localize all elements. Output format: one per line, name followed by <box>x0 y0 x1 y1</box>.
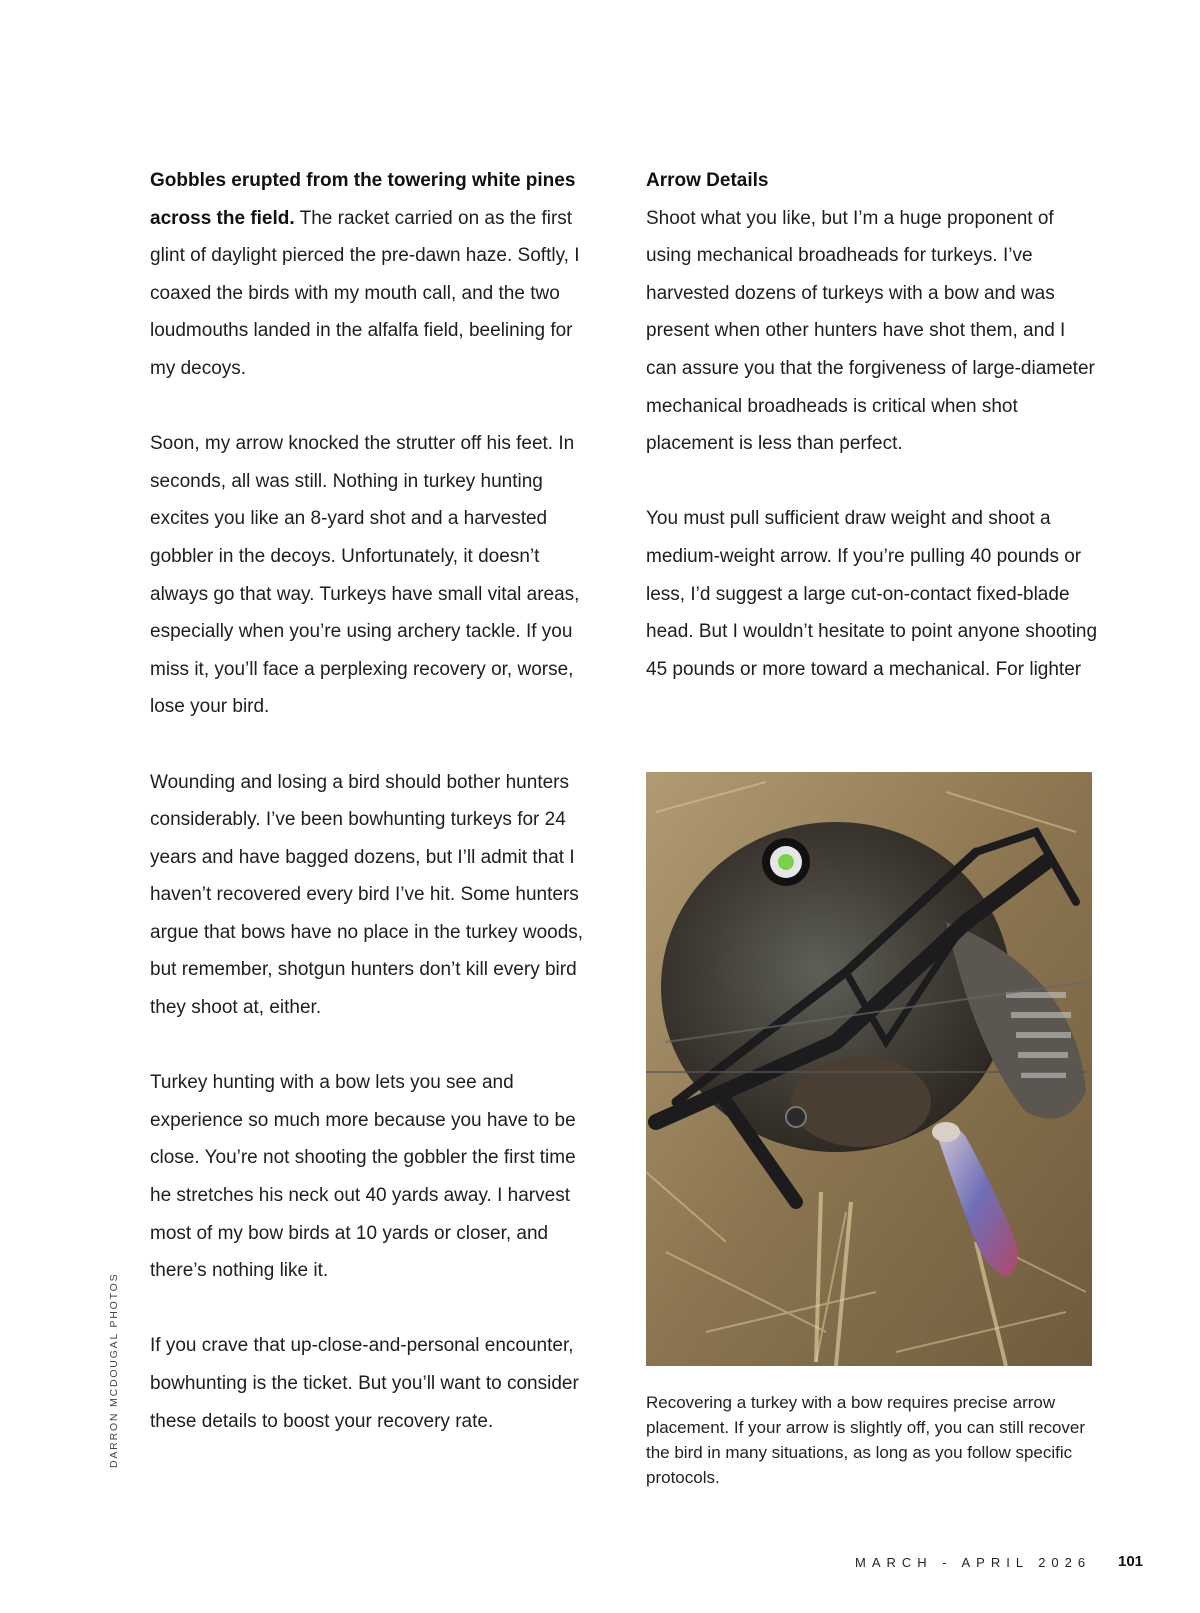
lede-text: Gobbles erupted from the towering white pines across the field. <box>150 170 576 229</box>
photo-credit: DARRON MCDOUGAL PHOTOS <box>108 1272 120 1468</box>
right-column <box>646 162 1098 688</box>
turkey-and-bow-photo <box>646 772 1092 1366</box>
body-paragraph-5: If you crave that up-close-and-personal encounter, bowhunting is the ticket. But you’ll want to consider these details to boost your recovery rate. <box>150 1335 579 1432</box>
photo-caption: Recovering a turkey with a bow requires precise arrow placement. If your arrow is slightly off, you can still recover the bird in many situations, as long as you follow specific protocols. <box>646 1393 1086 1487</box>
body-paragraph-6: Shoot what you like, but I’m a huge proponent of using mechanical broadheads for turkeys. I’ve harvested dozens of turkeys with a bow and was present when other hunters have shot them, and I can assure you that the forgiveness of large-diameter mechanical broadheads is critical when shot placement is less than perfect. <box>646 207 1095 455</box>
body-paragraph-1 <box>150 162 602 388</box>
body-paragraph-3: Wounding and losing a bird should bother hunters considerably. I’ve been bowhunting turkeys for 24 years and have bagged dozens, but I’ll admit that I haven’t recovered every bird I’ve hit. Some hunters argue that bows have no place in the turkey woods, but remember, shotgun hunters don’t kill every bird they shoot at, either. <box>150 771 584 1019</box>
photo-illustration <box>646 772 1092 1366</box>
paragraph-1-text: The racket carried on as the first glint of daylight pierced the pre-dawn haze. Softly, I coaxed the birds with my mouth call, and the two loudmouths landed in the alfalfa field, beelining for my decoys. <box>150 207 580 379</box>
issue-date: MARCH - APRIL 2026 <box>855 1555 1092 1570</box>
body-paragraph-7: You must pull sufficient draw weight and shoot a medium-weight arrow. If you’re pulling 40 pounds or less, I’d suggest a large cut-on-contact fixed-blade head. But I wouldn’t hesitate to point anyone shooting 45 pounds or more toward a mechanical. For lighter <box>646 508 1098 680</box>
body-paragraph-4: Turkey hunting with a bow lets you see and experience so much more because you have to be close. You’re not shooting the gobbler the first time he stretches his neck out 40 yards away. I harvest most of my bow birds at 10 yards or closer, and there’s nothing like it. <box>150 1072 576 1282</box>
page-number: 101 <box>1118 1553 1144 1570</box>
left-column <box>150 162 602 1440</box>
section-subhead: Arrow Details <box>646 170 769 191</box>
body-paragraph-2: Soon, my arrow knocked the strutter off his feet. In seconds, all was still. Nothing in turkey hunting excites you like an 8-yard shot and a harvested gobbler in the decoys. Unfortunately, it doesn’t always go that way. Turkeys have small vital areas, especially when you’re using archery tackle. If you miss it, you’ll face a perplexing recovery or, worse, lose your bird. <box>150 433 580 718</box>
